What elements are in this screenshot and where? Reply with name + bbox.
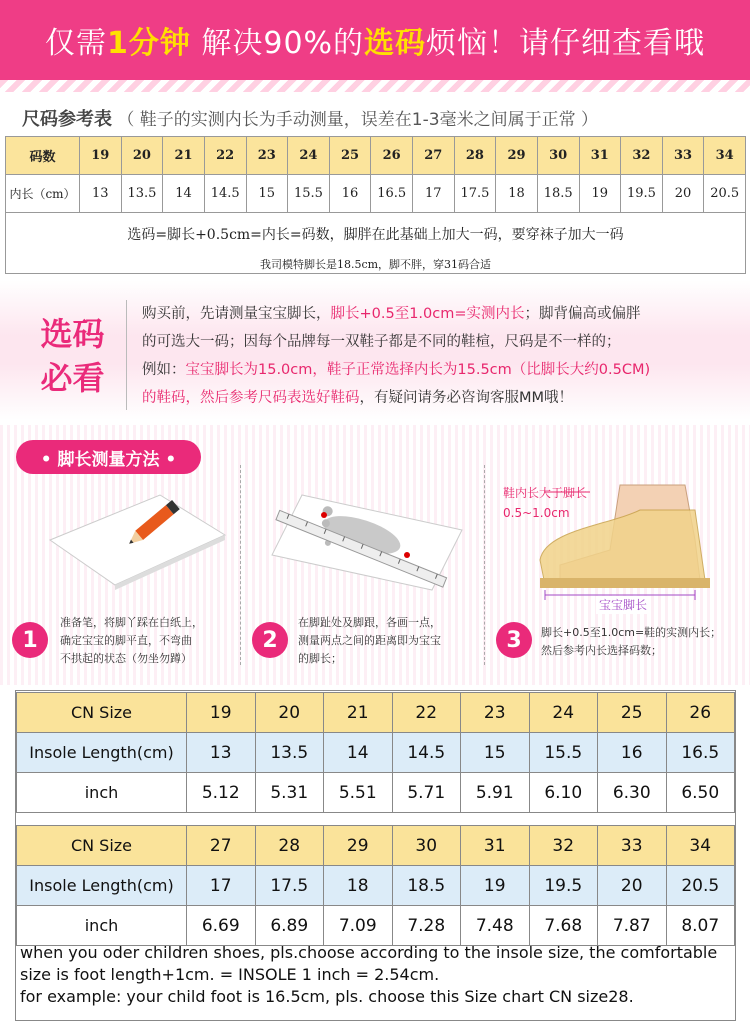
cn-length-cell: 17.5 <box>454 175 496 213</box>
step-2-text: 在脚趾处及脚跟，各画一点， 测量两点之间的距离即为宝宝 的脚长； <box>298 616 441 665</box>
group2-insole-row: Insole Length(cm) 17 17.5 18 18.5 19 19.5 20 20.5 <box>17 866 735 906</box>
size-note-box <box>5 212 746 274</box>
group2-size-row: CN Size 27 28 29 30 31 32 33 34 <box>17 826 735 866</box>
size-note-2: 我司模特脚长是18.5cm，脚不胖，穿31码合适 <box>259 258 492 271</box>
cn-size-cell: 21 <box>163 137 205 175</box>
banner-stripe <box>0 80 750 92</box>
english-footer-note: when you oder children shoes, pls.choose according to the insole size, the comfortable size is foot length+1cm. = INSOLE 1 inch = 2.54cm. for example: your child foot is 16.5cm, pls. choose this Size chart CN size28. <box>20 943 718 1006</box>
label-foot-length: 宝宝脚长 <box>596 596 650 614</box>
step-3-text: 脚长+0.5至1.0cm=鞋的实测内长； 然后参考内长选择码数； <box>541 626 722 657</box>
cn-size-cell: 32 <box>621 137 663 175</box>
en-size-cell: 24 <box>529 693 598 733</box>
cn-length-cell: 19.5 <box>621 175 663 213</box>
en-inch-cell: 5.31 <box>255 773 324 813</box>
cn-size-cell: 29 <box>496 137 538 175</box>
method-title-pill: • 脚长测量方法 • <box>16 440 201 474</box>
cn-size-row <box>6 137 746 175</box>
en-size-cell: 23 <box>461 693 530 733</box>
en-size-cell: 30 <box>392 826 461 866</box>
en-size-cell: 20 <box>255 693 324 733</box>
english-table-group-1 <box>16 692 735 813</box>
cn-size-cell: 24 <box>288 137 330 175</box>
en-insole-cell: 13 <box>187 733 256 773</box>
size-header-label: 码数 <box>6 137 80 175</box>
en-insole-cell: 13.5 <box>255 733 324 773</box>
cn-length-cell: 18 <box>496 175 538 213</box>
label-inner-longer: 鞋内长大于脚长 <box>503 486 588 500</box>
en-size-cell: 19 <box>187 693 256 733</box>
en-inch-cell: 6.30 <box>598 773 667 813</box>
en-size-cell: 28 <box>255 826 324 866</box>
banner-text: 仅需1分钟 解决90%的选码烦恼！请仔细查看哦 <box>44 26 706 61</box>
step-3-number: 3 <box>496 622 532 658</box>
cn-length-cell: 17 <box>413 175 455 213</box>
cn-length-cell: 20.5 <box>704 175 746 213</box>
step-2-number: 2 <box>252 622 288 658</box>
en-size-cell: 31 <box>461 826 530 866</box>
en-inch-cell: 6.69 <box>187 906 256 946</box>
cn-size-cell: 28 <box>454 137 496 175</box>
cn-size-table <box>5 136 746 213</box>
en-inch-cell: 5.12 <box>187 773 256 813</box>
en-insole-cell: 18.5 <box>392 866 461 906</box>
en-inch-cell: 7.87 <box>598 906 667 946</box>
en-size-cell: 22 <box>392 693 461 733</box>
length-header-label: 内长（cm） <box>6 175 80 213</box>
en-insole-cell: 19.5 <box>529 866 598 906</box>
cn-size-cell: 23 <box>246 137 288 175</box>
cn-size-cell: 33 <box>662 137 704 175</box>
step-1-number: 1 <box>12 622 48 658</box>
cn-size-cell: 26 <box>371 137 413 175</box>
group1-size-row: CN Size 19 20 21 22 23 24 25 26 <box>17 693 735 733</box>
en-inch-cell: 5.71 <box>392 773 461 813</box>
step-divider-2 <box>484 465 485 665</box>
en-insole-cell: 16.5 <box>666 733 735 773</box>
en-size-cell: 29 <box>324 826 393 866</box>
step-1-text: 准备笔，将脚丫踩在白纸上， 确定宝宝的脚平直，不弯曲 不拱起的状态（勿坐勿蹲） <box>60 616 203 665</box>
cn-size-cell: 19 <box>80 137 122 175</box>
english-table-group-2 <box>16 825 735 946</box>
group2-inch-row: inch 6.69 6.89 7.09 7.28 7.48 7.68 7.87 8.07 <box>17 906 735 946</box>
en-inch-cell: 7.09 <box>324 906 393 946</box>
cn-length-cell: 18.5 <box>537 175 579 213</box>
en-size-cell: 32 <box>529 826 598 866</box>
ruler-footprint-illustration <box>262 485 472 595</box>
cn-size-cell: 34 <box>704 137 746 175</box>
cn-size-cell: 20 <box>121 137 163 175</box>
step-divider-1 <box>240 465 241 665</box>
en-size-cell: 33 <box>598 826 667 866</box>
en-insole-cell: 15.5 <box>529 733 598 773</box>
en-size-cell: 21 <box>324 693 393 733</box>
en-insole-cell: 17 <box>187 866 256 906</box>
cn-length-row <box>6 175 746 213</box>
cn-size-cell: 31 <box>579 137 621 175</box>
en-size-cell: 25 <box>598 693 667 733</box>
en-insole-cell: 16 <box>598 733 667 773</box>
en-insole-cell: 17.5 <box>255 866 324 906</box>
en-size-cell: 34 <box>666 826 735 866</box>
cn-length-cell: 14 <box>163 175 205 213</box>
cn-size-cell: 30 <box>537 137 579 175</box>
cn-size-cell: 27 <box>413 137 455 175</box>
group1-insole-row: Insole Length(cm) 13 13.5 14 14.5 15 15.5 16 16.5 <box>17 733 735 773</box>
cn-length-cell: 16.5 <box>371 175 413 213</box>
en-insole-cell: 14 <box>324 733 393 773</box>
label-range: 0.5~1.0cm <box>503 506 570 520</box>
must-read-title: 选码 必看 <box>40 315 105 397</box>
must-read-text: 购买前，先请测量宝宝脚长，脚长+0.5至1.0cm=实测内长；脚背偏高或偏胖 的可选大一码；因每个品牌每一双鞋子都是不同的鞋楦，尺码是不一样的； 例如：宝宝脚长为15.0cm，鞋子正常选择内长为15.5cm（比脚长大约0.5CM) 的鞋码，然后参考尺码表选好鞋码，有疑问请务必咨询客服MM哦！ <box>142 306 651 406</box>
cn-length-cell: 15.5 <box>288 175 330 213</box>
en-inch-cell: 5.51 <box>324 773 393 813</box>
en-insole-cell: 18 <box>324 866 393 906</box>
cn-size-cell: 22 <box>204 137 246 175</box>
group1-inch-row: inch 5.12 5.31 5.51 5.71 5.91 6.10 6.30 6.50 <box>17 773 735 813</box>
cn-length-cell: 19 <box>579 175 621 213</box>
cn-length-cell: 15 <box>246 175 288 213</box>
en-inch-cell: 8.07 <box>666 906 735 946</box>
en-inch-cell: 7.48 <box>461 906 530 946</box>
en-inch-cell: 5.91 <box>461 773 530 813</box>
cn-length-cell: 13.5 <box>121 175 163 213</box>
en-insole-cell: 20 <box>598 866 667 906</box>
cn-length-cell: 13 <box>80 175 122 213</box>
cn-length-cell: 14.5 <box>204 175 246 213</box>
cn-length-cell: 20 <box>662 175 704 213</box>
size-note-1: 选码=脚长+0.5cm=内长=码数，脚胖在此基础上加大一码，要穿袜子加大一码 <box>127 227 624 243</box>
en-inch-cell: 6.10 <box>529 773 598 813</box>
size-reference-title: 尺码参考表 （ 鞋子的实测内长为手动测量，误差在1-3毫米之间属于正常 ） <box>22 109 598 130</box>
top-banner <box>0 0 750 80</box>
cn-size-cell: 25 <box>329 137 371 175</box>
divider <box>126 300 127 410</box>
en-insole-cell: 19 <box>461 866 530 906</box>
en-inch-cell: 6.50 <box>666 773 735 813</box>
cn-length-cell: 16 <box>329 175 371 213</box>
foot-in-shoe-illustration <box>500 470 740 610</box>
en-inch-cell: 7.28 <box>392 906 461 946</box>
en-insole-cell: 14.5 <box>392 733 461 773</box>
en-size-cell: 27 <box>187 826 256 866</box>
paper-pencil-illustration <box>40 480 230 595</box>
en-inch-cell: 6.89 <box>255 906 324 946</box>
en-inch-cell: 7.68 <box>529 906 598 946</box>
en-size-cell: 26 <box>666 693 735 733</box>
en-insole-cell: 20.5 <box>666 866 735 906</box>
en-insole-cell: 15 <box>461 733 530 773</box>
